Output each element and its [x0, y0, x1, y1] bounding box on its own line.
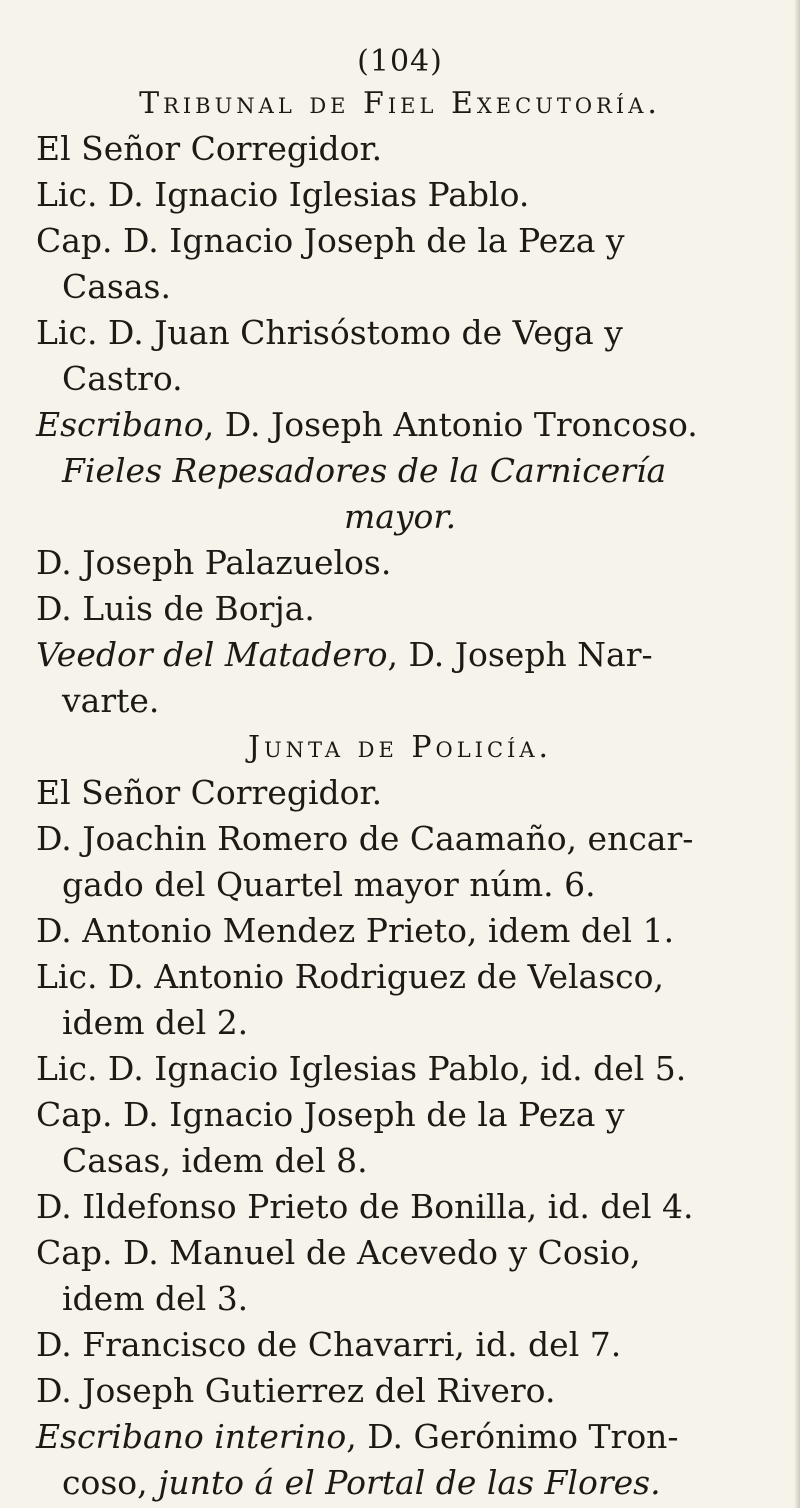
text-roman: coso,	[62, 1463, 159, 1502]
text-line: D. Joseph Palazuelos.	[36, 543, 392, 582]
text-line: El Señor Corregidor.	[36, 773, 383, 812]
text-italic: Escribano interino	[36, 1417, 347, 1456]
text-line	[36, 635, 653, 674]
text-roman: , D. Joseph Nar-	[387, 635, 653, 674]
text-line: gado del Quartel mayor núm. 6.	[62, 865, 596, 904]
text-line: Casas.	[62, 267, 171, 306]
section-heading-junta: Junta de Policía.	[247, 730, 553, 765]
section-heading-tribunal: Tribunal de Fiel Executoría.	[139, 86, 661, 121]
text-line: D. Antonio Mendez Prieto, idem del 1.	[36, 911, 675, 950]
text-roman: , D. Gerónimo Tron-	[346, 1417, 679, 1456]
text-line: Lic. D. Ignacio Iglesias Pablo.	[36, 175, 530, 214]
text-italic: Veedor del Matadero	[36, 635, 388, 674]
text-line: Lic. D. Antonio Rodriguez de Velasco,	[36, 957, 664, 996]
text-italic: junto á el Portal de las Flores.	[158, 1463, 661, 1502]
text-line: D. Luis de Borja.	[36, 589, 315, 628]
text-line: El Señor Corregidor.	[36, 129, 383, 168]
page-edge-shadow	[794, 0, 800, 1508]
text-line: D. Francisco de Chavarri, id. del 7.	[36, 1325, 622, 1364]
text-line: Casas, idem del 8.	[62, 1141, 368, 1180]
text-line: idem del 3.	[62, 1279, 249, 1318]
text-line: Castro.	[62, 359, 183, 398]
text-line: Lic. D. Juan Chrisóstomo de Vega y	[36, 313, 623, 352]
page-number: (104)	[357, 44, 443, 79]
text-line: varte.	[62, 681, 160, 720]
text-roman: , D. Joseph Antonio Troncoso.	[203, 405, 698, 444]
text-line: Cap. D. Ignacio Joseph de la Peza y	[36, 1095, 625, 1134]
text-line: idem del 2.	[62, 1003, 249, 1042]
text-line: Lic. D. Ignacio Iglesias Pablo, id. del 5.	[36, 1049, 687, 1088]
text-line: Fieles Repesadores de la Carnicería	[62, 451, 667, 490]
text-line: mayor.	[343, 497, 457, 536]
text-line: D. Ildefonso Prieto de Bonilla, id. del 4.	[36, 1187, 694, 1226]
text-line	[36, 1417, 679, 1456]
text-line: D. Joachin Romero de Caamaño, encar-	[36, 819, 694, 858]
text-line	[36, 405, 698, 444]
text-line	[62, 1463, 661, 1502]
text-line: Cap. D. Manuel de Acevedo y Cosio,	[36, 1233, 641, 1272]
text-line: D. Joseph Gutierrez del Rivero.	[36, 1371, 556, 1410]
text-line: Cap. D. Ignacio Joseph de la Peza y	[36, 221, 625, 260]
text-italic: Escribano	[36, 405, 204, 444]
